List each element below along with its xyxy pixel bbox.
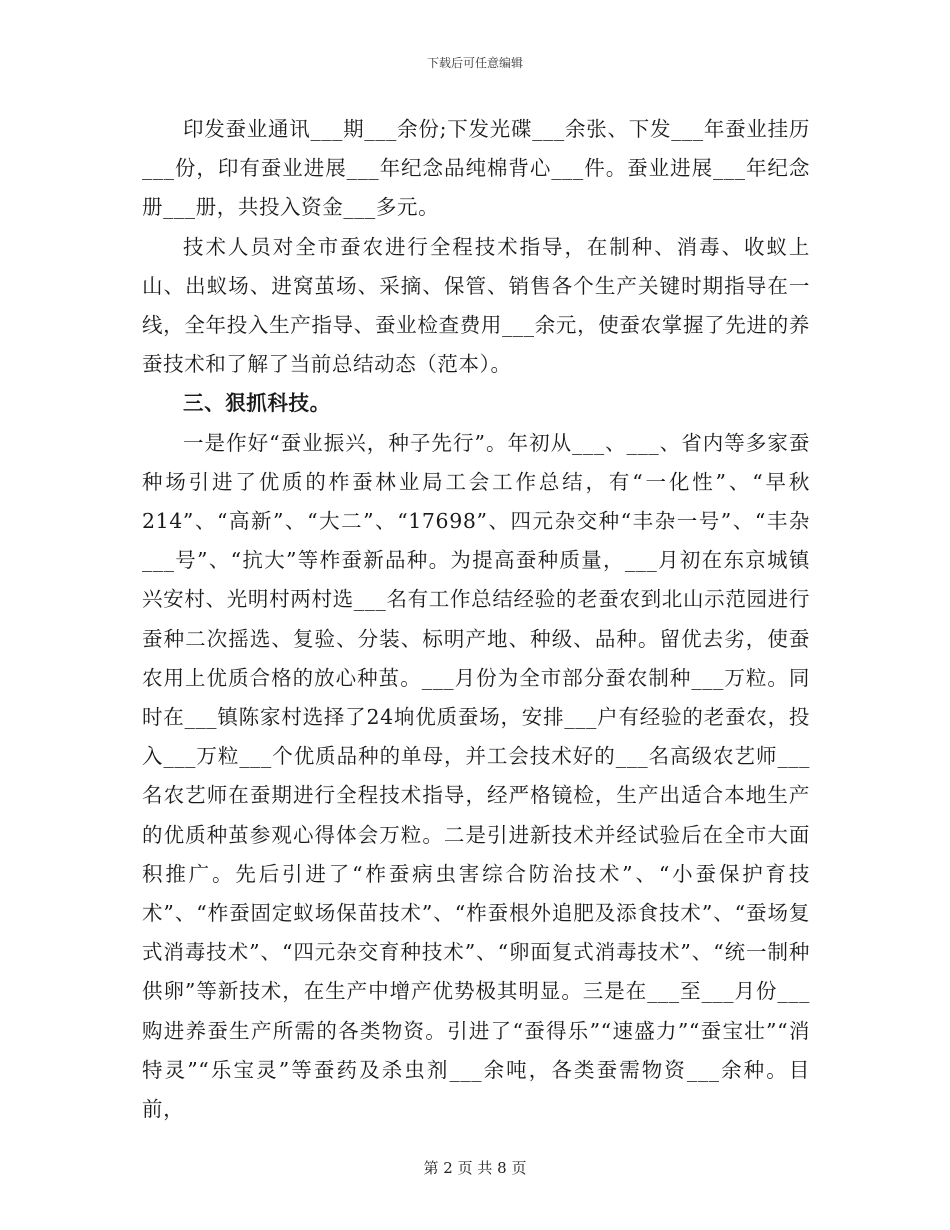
paragraph-science-technology: 一是作好“蚕业振兴，种子先行”。年初从___、___、省内等多家蚕种场引进了优质的柞蚕林业局工会工作总结，有“一化性”、“早秋214”、“高新”、“大二”、“17698”、四元杂交种“丰杂一号”、“丰杂___号”、“抗大”等柞蚕新品种。为提高蚕种质量，___月初在东京城镇兴安村、光明村两村选___名有工作总结经验的老蚕农到北山示范园进行蚕种二次摇选、复验、分装、标明产地、种级、品种。留优去劣，使蚕农用上优质合格的放心种茧。___月份为全市部分蚕农制种___万粒。同时在___镇陈家村选择了24垧优质蚕场，安排___户有经验的老蚕农，投入___万粒___个优质品种的单母，并工会技术好的___名高级农艺师___名农艺师在蚕期进行全程技术指导，经严格镜检，生产出适合本地生产的优质种茧参观心得体会万粒。二是引进新技术并经试验后在全市大面积推广。先后引进了“柞蚕病虫害综合防治技术”、“小蚕保护育技术”、“柞蚕固定蚁场保苗技术”、“柞蚕根外追肥及添食技术”、“蚕场复式消毒技术”、“四元杂交育种技术”、“卵面复式消毒技术”、“统一制种供卵”等新技术，在生产中增产优势极其明显。三是在___至___月份___购进养蚕生产所需的各类物资。引进了“蚕得乐”“速盛力”“蚕宝壮”“消特灵”“乐宝灵”等蚕药及杀虫剂___余吨，各类蚕需物资___余种。目前， <box>142 430 810 1122</box>
paragraph-publications: 印发蚕业通讯___期___余份;下发光碟___余张、下发___年蚕业挂历___份，印有蚕业进展___年纪念品纯棉背心___件。蚕业进展___年纪念册___册，共投入资金___多元。 <box>142 117 810 220</box>
document-body <box>142 110 810 1129</box>
section-heading: 三、狠抓科技。 <box>183 391 331 416</box>
page-header: 下载后可任意编辑 <box>426 56 523 70</box>
paragraph-technical-guidance: 技术人员对全市蚕农进行全程技术指导，在制种、消毒、收蚁上山、出蚁场、进窝茧场、采摘、保管、销售各个生产关键时期指导在一线，全年投入生产指导、蚕业检查费用___余元，使蚕农掌握了先进的养蚕技术和了解了当前总结动态（范本）。 <box>142 234 810 377</box>
page-number: 第 2 页 共 8 页 <box>423 1159 527 1177</box>
